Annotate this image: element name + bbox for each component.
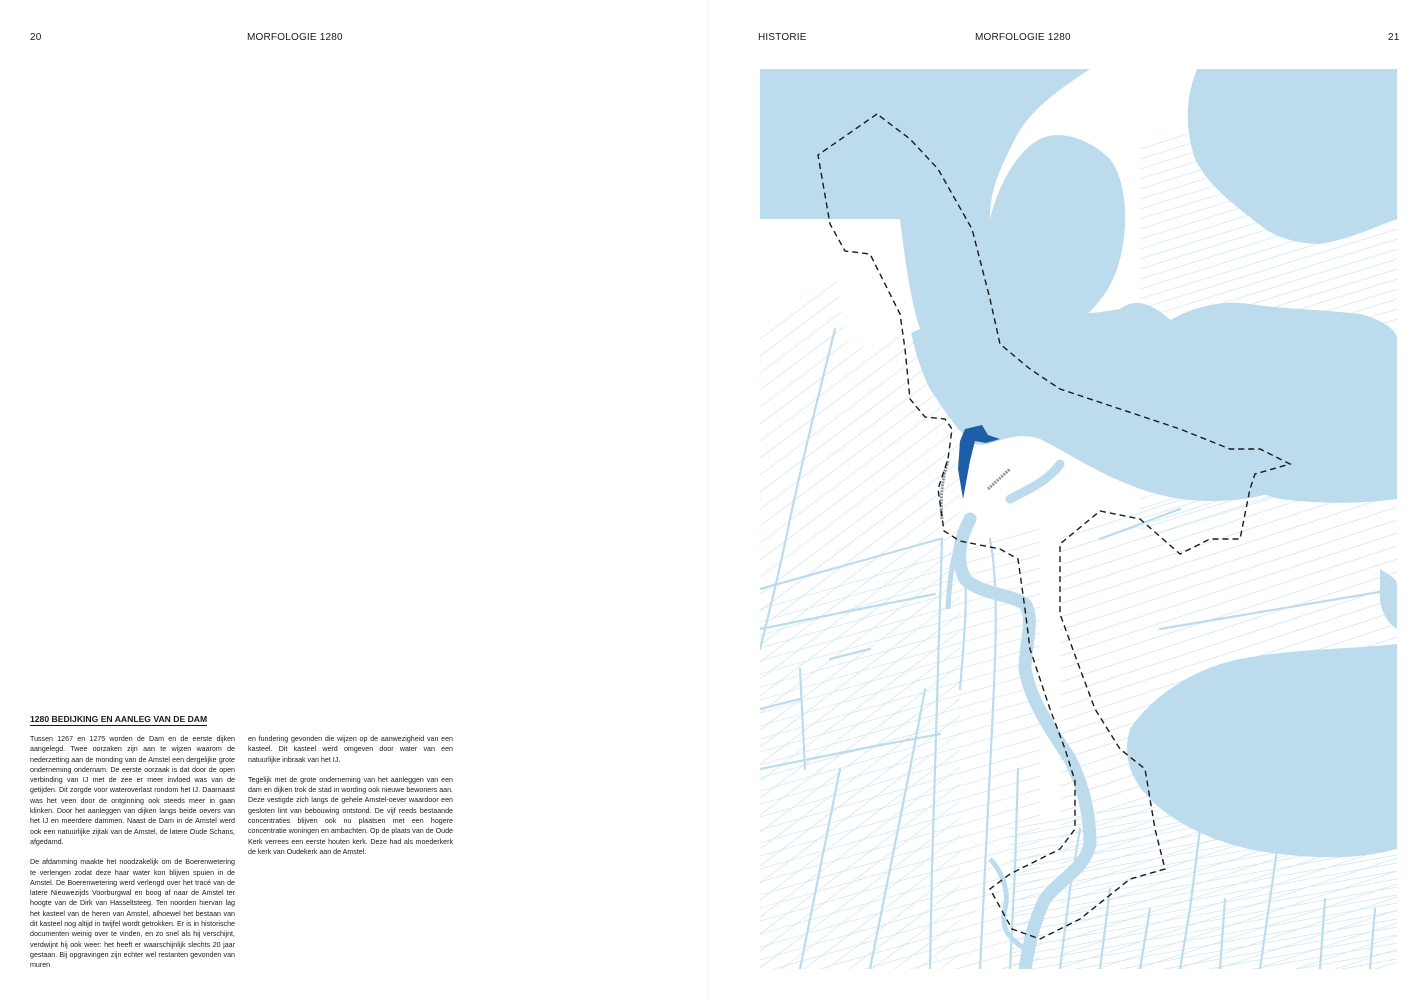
page-number-left: 20 [30, 32, 42, 43]
paragraph: en fundering gevonden die wijzen op de aanwezigheid van een kasteel. Dit kasteel werd omgeven door water van een natuurlijke inbraak van het IJ. [248, 735, 453, 764]
paragraph: Tegelijk met de grote onderneming van het aanleggen van een dam en dijken trok de stad in wording ook nieuwe bewoners aan. Deze vestigde zich langs de gehele Amstel-oever waardoor een gesloten lint van bebouwing ontstond. De vijf reeds bestaande concentraties blijven ook nu plaatsen met een hogere concentratie woningen en ambachten. Op de plaats van de Oude Kerk verrees een eerste houten kerk. Deze had als moederkerk de kerk van Oudekerk aan de Amstel. [248, 775, 453, 856]
page-number-right: 21 [1388, 32, 1400, 43]
paragraph: De afdamming maakte het noodzakelijk om de Boerenwetering te verlengen zodat deze haar water kon blijven spuien in de Amstel. De Boerenwetering werd verlengd over het tracé van de latere Nieuwezijds Voorburgwal en boog af naar de Amstel ter hoogte van de Dirk van Hasseltsteeg. Ten noorden hiervan lag het kasteel van de heren van Amstel, alhoewel het bestaan van dit kasteel nog altijd in twijfel wordt getrokken. Er is in historische documenten weinig over te vinden, en zo snel als hij verschijnt, verdwijnt hij ook weer: het heeft er waarschijnlijk slechts 20 jaar gestaan. Bij opgravingen zijn echter wel restanten gevonden van muren [30, 858, 235, 970]
map-canvas [760, 69, 1397, 969]
section-label-right: HISTORIE [758, 32, 807, 43]
page-gutter [707, 0, 708, 1000]
text-column-1 [30, 734, 235, 981]
running-title-right: MORFOLOGIE 1280 [975, 32, 1071, 43]
paragraph: Tussen 1267 en 1275 worden de Dam en de eerste dijken aangelegd. Twee oorzaken zijn aan te wijzen waarom de nederzetting aan de monding van de Amstel een dergelijke grote onderneming ondernam. De eerste oorzaak is dat door de open verbinding van IJ met de zee er meer invloed was van de getijden. Dit zorgde voor wateroverlast rondom het IJ. Daarnaast was het veen door de ontginning ook steeds meer in gaan klinken. Door het aanleggen van dijken langs beide oevers van het IJ en meerdere dammen. Naast de Dam in de Amstel werd ook een natuurlijke zijtak van de Amstel, de latere Oude Schans, afgedamd. [30, 735, 235, 846]
section-title: 1280 BEDIJKING EN AANLEG VAN DE DAM [30, 714, 208, 724]
running-title-left: MORFOLOGIE 1280 [247, 32, 343, 43]
text-column-2 [248, 734, 453, 867]
historic-map-1280 [760, 69, 1397, 969]
